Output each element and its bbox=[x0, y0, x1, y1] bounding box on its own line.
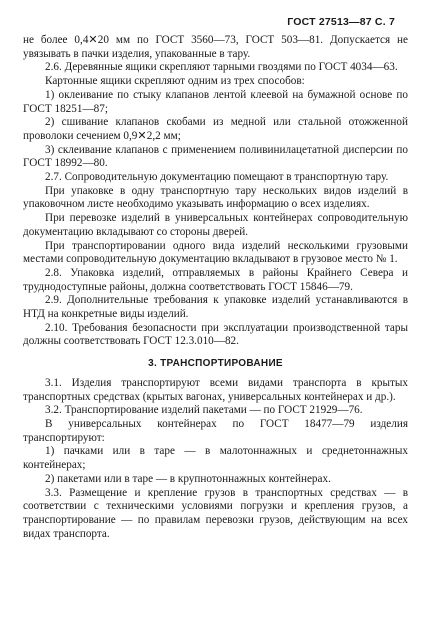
paragraph: 2.6. Деревянные ящики скрепляют тарными гвоздями по ГОСТ 4034—63. bbox=[45, 61, 398, 74]
section-title: 3. ТРАНСПОРТИРОВАНИЕ bbox=[148, 358, 283, 370]
paragraph: 2.9. Дополнительные требования к упаковке изделий устанавливаются в НТД на конкретные виды изделий. bbox=[23, 294, 408, 321]
paragraph: 3) склеивание клапанов с применением поливинилацетатной дисперсии по ГОСТ 18992—80. bbox=[23, 143, 408, 170]
paragraph: 2) сшивание клапанов скобами из медной или стальной отожженной проволоки сечением 0,9✕2,2 мм; bbox=[23, 116, 408, 142]
paragraph: При перевозке изделий в универсальных контейнерах сопроводительную документацию вкладывают со стороны дверей. bbox=[23, 212, 408, 238]
paragraph: 3.1. Изделия транспортируют всеми видами транспорта в крытых транспортных средствах (крытых вагонах, универсальных контейнерах и др.). bbox=[23, 376, 408, 403]
paragraph: 3.3. Размещение и крепление грузов в транспортных средствах — в соответствии с техническими условиями погрузки и крепления грузов, а транспортирование — по правилам перевозки грузов, действующим на всех видах транспорта. bbox=[23, 486, 408, 540]
paragraph: 1) оклеивание по стыку клапанов лентой клеевой на бумажной основе по ГОСТ 18251—87; bbox=[23, 88, 408, 115]
paragraph: 2.8. Упаковка изделий, отправляемых в районы Крайнего Севера и труднодоступные районы, должна соответствовать ГОСТ 15846—79. bbox=[23, 266, 408, 293]
paragraph: 2) пакетами или в таре — в крупнотоннажных контейнерах. bbox=[45, 472, 331, 485]
paragraph: Картонные ящики скрепляют одним из трех способов: bbox=[45, 75, 305, 88]
document-body bbox=[23, 34, 408, 541]
paragraph: 2.7. Сопроводительную документацию помещают в транспортную тару. bbox=[45, 171, 389, 184]
paragraph: 1) пачками или в таре — в малотоннажных и среднетоннажных контейнерах; bbox=[23, 445, 408, 472]
paragraph: 3.2. Транспортирование изделий пакетами — по ГОСТ 21929—76. bbox=[45, 404, 363, 417]
paragraph: 2.10. Требования безопасности при эксплуатации производственной тары должны соответствовать ГОСТ 12.3.010—82. bbox=[23, 321, 408, 348]
paragraph: не более 0,4✕20 мм по ГОСТ 3560—73, ГОСТ 503—81. Допускается не увязывать в пачки изделия, упакованные в тару. bbox=[23, 34, 408, 60]
paragraph: При упаковке в одну транспортную тару нескольких видов изделий в упаковочном листе необходимо указывать информацию о всех изделиях. bbox=[23, 184, 408, 211]
paragraph: При транспортировании одного вида изделий несколькими грузовыми местами сопроводительную документацию вкладывают в грузовое место № 1. bbox=[23, 239, 408, 266]
paragraph: В универсальных контейнерах по ГОСТ 18477—79 изделия транспортируют: bbox=[23, 417, 408, 444]
page-header: ГОСТ 27513—87 С. 7 bbox=[287, 16, 395, 28]
